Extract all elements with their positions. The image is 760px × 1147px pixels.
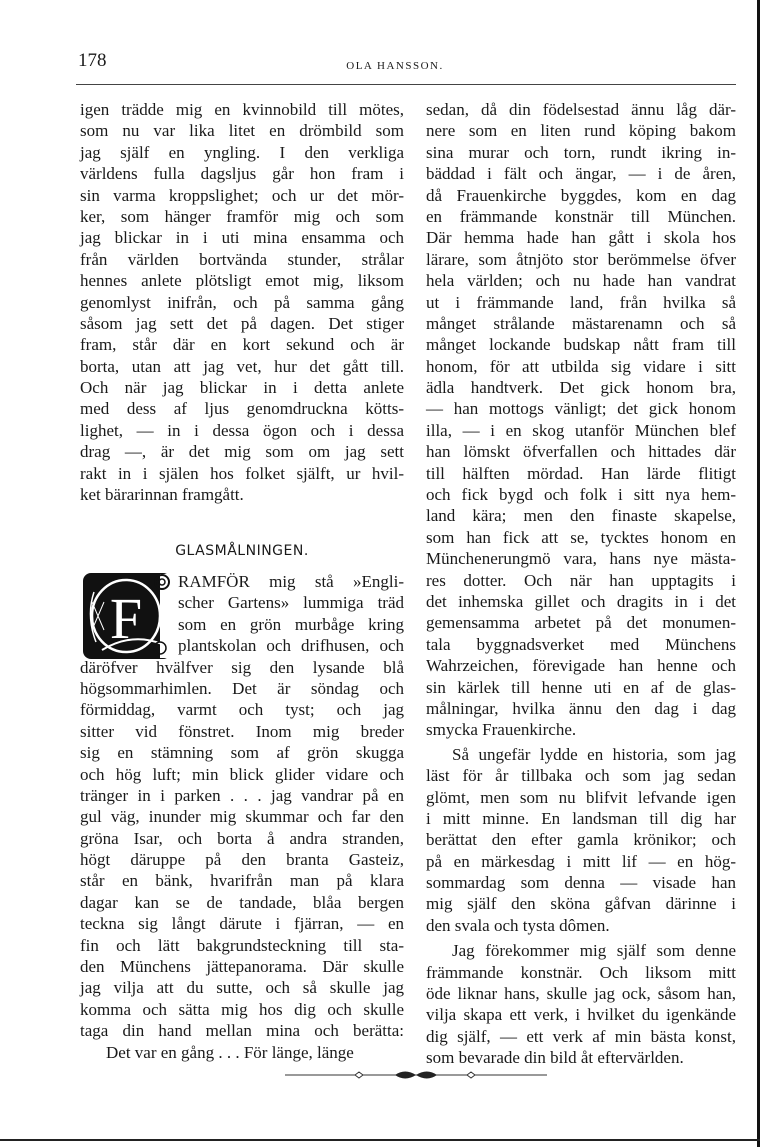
text-line: komma och sätta mig hos dig och skulle bbox=[80, 999, 404, 1019]
text-line: Så ungefär lydde en historia, som jag bbox=[452, 744, 736, 764]
text-line: glömt, men som nu blifvit lefvande igen bbox=[426, 787, 736, 807]
left-paragraph-2 bbox=[80, 571, 404, 1063]
text-line: land kära; men den finaste skapelse, bbox=[426, 506, 736, 526]
text-line: sin kärlek till henne uti en af de glas- bbox=[426, 677, 736, 697]
drop-cap-letter: F bbox=[109, 586, 143, 651]
text-line: jag själf en yngling. I den verkliga bbox=[80, 142, 404, 162]
text-line: står en bänk, hvarifrån man på klara bbox=[80, 871, 404, 891]
section-heading: GLASMÅLNINGEN. bbox=[175, 543, 309, 559]
text-line: drag —, är det mig som om jag sett bbox=[80, 442, 404, 462]
text-line: sommardag som denna — visade han bbox=[426, 873, 736, 893]
text-line: den Münchens jättepanorama. Där skulle bbox=[80, 957, 404, 977]
text-line: borta, utan att jag vet, hur det gått till. bbox=[80, 356, 404, 376]
text-line: hennes anlete plötsligt emot mig, liksom bbox=[80, 271, 404, 291]
text-line: såsom jag sett det på dagen. Det stiger bbox=[80, 313, 404, 333]
text-line: däröfver hvälfver sig den lysande blå bbox=[80, 657, 404, 677]
text-line: Münchenerungmö vara, hans nye mästa- bbox=[426, 549, 736, 569]
text-line: RAMFÖR mig stå »Engli- bbox=[178, 572, 404, 591]
text-line: sig en stämning som af grön skugga bbox=[80, 743, 404, 763]
text-line: sin varma kroppslighet; och ur det mör- bbox=[80, 185, 404, 205]
text-line: månget strålande mästarenamn och så bbox=[426, 313, 736, 333]
text-line: honom, för att utbilda sig vidare i sitt bbox=[426, 356, 736, 376]
text-line: jag blickar in i uti mina ensamma och bbox=[80, 228, 404, 248]
text-line: till hälften mördad. Han lärde flitigt bbox=[426, 463, 736, 483]
text-line: Wahrzeichen, förevigade han henne och bbox=[426, 656, 736, 676]
text-line: hela världen; och nu hade han vandrat bbox=[426, 271, 736, 291]
text-line: sitter vid fönstret. Inom mig breder bbox=[80, 721, 404, 741]
text-line: lighet, — in i dessa ögon och i dessa bbox=[80, 420, 404, 440]
right-column bbox=[426, 99, 736, 1069]
text-line: högt däruppe på den branta Gasteiz, bbox=[80, 850, 404, 870]
text-line: — han mottogs vänligt; det gick honom bbox=[426, 399, 736, 419]
text-line: plantskolan och drifhusen, och bbox=[178, 636, 404, 656]
text-line: med dess af ljus genomdruckna kötts- bbox=[80, 399, 404, 419]
text-line: ädla handtverk. Det gick honom bra, bbox=[426, 378, 736, 398]
text-line: Och när jag blickar in i detta anlete bbox=[80, 378, 404, 398]
text-line: taga din hand mellan mina och berätta: bbox=[80, 1021, 404, 1041]
text-line: som han fick att se, tycktes honom en bbox=[426, 527, 736, 547]
text-line: och hög luft; min blick glider vidare och bbox=[80, 764, 404, 784]
text-line: tränger in i parken . . . jag vandrar på en bbox=[80, 785, 404, 805]
text-line: fin och lätt bakgrundsteckning till sta- bbox=[80, 935, 404, 955]
text-line: det inhemska gillet och dragits in i det bbox=[426, 591, 736, 611]
text-line: då Frauenkirche byggdes, kom en dag bbox=[426, 185, 736, 205]
text-line: mig själf den sköna gåfvan därinne i bbox=[426, 894, 736, 914]
text-line: dagar kan se de tandade, blåa bergen bbox=[80, 892, 404, 912]
text-line: berättat den efter gamla krönikor; och bbox=[426, 830, 736, 850]
text-line: sedan, då din födelsestad ännu låg där- bbox=[426, 100, 736, 119]
text-line: han lömskt öfverfallen och hittades där bbox=[426, 442, 736, 462]
text-line: dig själf, — ett verk af min bästa konst, bbox=[426, 1026, 736, 1046]
text-line: illa, — i en skog utanför München blef bbox=[426, 420, 736, 440]
text-line: läst för år tillbaka och som jag sedan bbox=[426, 766, 736, 786]
text-line: tala byggnadsverket med Münchens bbox=[426, 634, 736, 654]
text-line: ut i främmande land, från hvilka så bbox=[426, 292, 736, 312]
text-line: rakt in i själen hos folket själft, ur hvil- bbox=[80, 463, 404, 483]
text-line: teckna sig långt därute i fjärran, — en bbox=[80, 914, 404, 934]
text-line: som nu var lika litet en drömbild som bbox=[80, 121, 404, 141]
text-line: ket bärarinnan framgått. bbox=[80, 485, 244, 505]
text-line: jag vilja att du sutte, och så skulle jag bbox=[80, 978, 404, 998]
text-line: nere som en liten rund köping bakom bbox=[426, 121, 736, 141]
text-line: vilja skapa ett verk, i hvilket du igenkände bbox=[426, 1005, 736, 1025]
text-line: fram, står där en kort sekund och är bbox=[80, 335, 404, 355]
left-paragraph-1 bbox=[80, 99, 404, 505]
text-line: res dotter. Och när han upptagits i bbox=[426, 570, 736, 590]
text-line: Där hemma hade han gått i skola hos bbox=[426, 228, 736, 248]
header-rule bbox=[76, 84, 736, 85]
text-line: förmiddag, varmt och tyst; och jag bbox=[80, 700, 404, 720]
text-line: främmande konstnär. Och liksom mitt bbox=[426, 962, 736, 982]
text-line: öde liknar hans, skulle jag ock, såsom han, bbox=[426, 984, 736, 1004]
text-line: smycka Frauenkirche. bbox=[426, 720, 577, 740]
text-line: igen trädde mig en kvinnobild till mötes, bbox=[80, 100, 404, 119]
text-line: på en märkesdag i mitt lif — en hög- bbox=[426, 851, 736, 871]
text-line: månget lockande budskap nått fram till bbox=[426, 335, 736, 355]
text-line: och fick bygd och folk i sitt nya hem- bbox=[426, 485, 736, 505]
text-line: målningar, hvilka ännu den dag i dag bbox=[426, 698, 736, 718]
text-line: Det var en gång . . . För länge, länge bbox=[106, 1042, 354, 1062]
text-line: som bevarade din bild åt eftervärlden. bbox=[426, 1048, 684, 1068]
scan-edge-bottom bbox=[0, 1139, 760, 1141]
text-line: en främmande konstnär till München. bbox=[426, 206, 736, 226]
text-line: gemensamma arbetet på det monumen- bbox=[426, 613, 736, 633]
page-number: 178 bbox=[78, 50, 107, 71]
text-line: sina murar och torn, rundt ikring in- bbox=[426, 142, 736, 162]
text-line: Jag förekommer mig själf som denne bbox=[452, 941, 736, 961]
running-title: OLA HANSSON. bbox=[346, 60, 444, 72]
text-line: i mitt minne. En landsman till dig har bbox=[426, 808, 736, 828]
text-line: världens fulla dagsljus går hon fram i bbox=[80, 164, 404, 184]
text-line: bäddad i fält och ängar, — i de åren, bbox=[426, 164, 736, 184]
text-line: den svala och tysta dômen. bbox=[426, 915, 610, 935]
text-line: ker, som hänger framför mig och som bbox=[80, 206, 404, 226]
text-line: lärare, som åtnjöto stor berömmelse öfver bbox=[426, 249, 736, 269]
text-line: som en grön murbåge kring bbox=[178, 614, 404, 634]
text-line: gul väg, inunder mig skummar och far den bbox=[80, 807, 404, 827]
text-line: från världen bortvända stunder, strålar bbox=[80, 249, 404, 269]
text-line: högsommarhimlen. Det är söndag och bbox=[80, 678, 404, 698]
text-line: genomlyst inifrån, och på samma gång bbox=[80, 292, 404, 312]
text-line: scher Gartens» lummiga träd bbox=[178, 593, 404, 613]
text-line: gröna Isar, och borta å andra stranden, bbox=[80, 828, 404, 848]
end-ornament bbox=[285, 1068, 547, 1082]
